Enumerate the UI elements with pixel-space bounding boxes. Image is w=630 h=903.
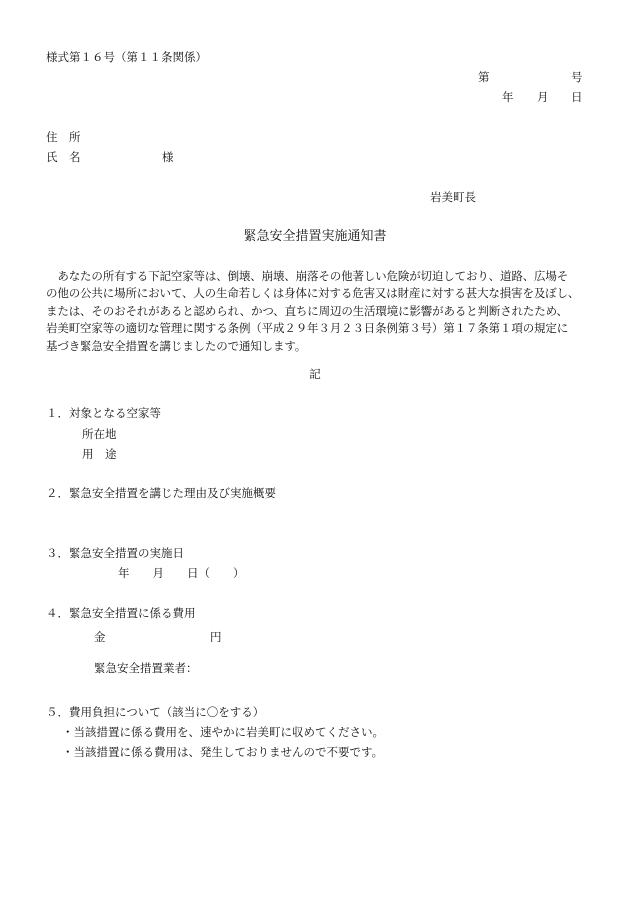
item5-heading: ５．費用負担について（該当に〇をする） — [46, 705, 265, 719]
item4-heading: ４．緊急安全措置に係る費用 — [46, 606, 196, 620]
doc-number-suffix: 号 — [571, 70, 583, 84]
address-label: 住 所 — [46, 130, 81, 144]
date-year: 年 — [502, 90, 514, 104]
item1-heading: １．対象となる空家等 — [46, 406, 161, 420]
form-number: 様式第１６号（第１１条関係） — [46, 50, 207, 64]
item5-option1: ・当該措置に係る費用を、速やかに岩美町に収めてください。 — [62, 725, 384, 739]
honorific: 様 — [162, 150, 174, 164]
item5-option2: ・当該措置に係る費用は、発生しておりませんので不要です。 — [62, 745, 384, 759]
date-day: 日 — [571, 90, 583, 104]
body-line: 基づき緊急安全措置を講じましたので通知します。 — [46, 338, 307, 353]
item3-date-line: 年 月 日（ ） — [118, 566, 245, 580]
body-paragraph — [46, 268, 591, 355]
item2-heading: ２．緊急安全措置を講じた理由及び実施概要 — [46, 486, 276, 500]
body-line: の他の公共に場所において、人の生命若しくは身体に対する危害又は財産に対する甚大な損害を及ぼし、 — [46, 286, 580, 301]
body-line: 岩美町空家等の適切な管理に関する条例（平成２９年３月２３日条例第３号）第１７条第１項の規定に — [46, 321, 569, 336]
name-label: 氏 名 — [46, 150, 81, 164]
date-month: 月 — [537, 90, 549, 104]
doc-number-prefix: 第 — [478, 70, 490, 84]
ki-marker: 記 — [309, 367, 321, 381]
body-line: あなたの所有する下記空家等は、倒壊、崩壊、崩落その他著しい危険が切迫しており、道路、広場そ — [46, 269, 569, 283]
item1-location-label: 所在地 — [82, 427, 117, 441]
document-title: 緊急安全措置実施通知書 — [243, 229, 387, 244]
item4-amount-prefix: 金 — [94, 630, 106, 644]
item4-amount-suffix: 円 — [210, 630, 222, 644]
body-line: または、そのおそれがあると認められ、かつ、直ちに周辺の生活環境に影響があると判断されたため、 — [46, 303, 568, 318]
item3-heading: ３．緊急安全措置の実施日 — [46, 546, 184, 560]
item1-use-label: 用 途 — [82, 447, 117, 461]
item4-contractor-label: 緊急安全措置業者： — [94, 661, 198, 675]
sender-name: 岩美町長 — [430, 190, 476, 204]
